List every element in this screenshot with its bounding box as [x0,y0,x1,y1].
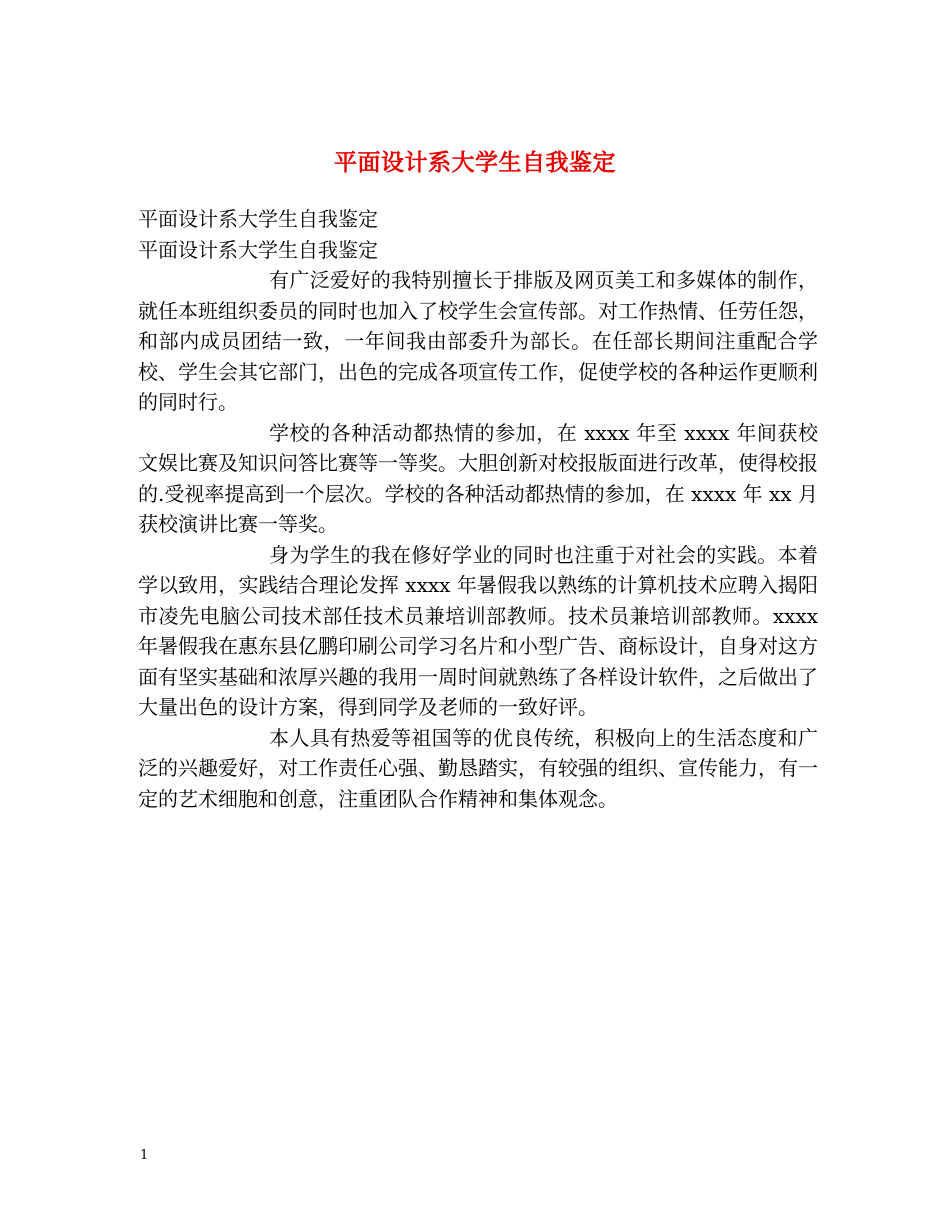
document-body [138,204,818,814]
paragraph-1: 有广泛爱好的我特别擅长于排版及网页美工和多媒体的制作，就任本班组织委员的同时也加入了校学生会宣传部。对工作热情、任劳任怨，和部内成员团结一致，一年间我由部委升为部长。在任部长期间注重配合学校、学生会其它部门，出色的完成各项宣传工作，促使学校的各种运作更顺利的同时行。 [138,268,818,414]
subheading-line: 平面设计系大学生自我鉴定 [138,237,378,262]
page-number: 1 [140,1148,149,1163]
paragraph-2: 学校的各种活动都热情的参加，在 xxxx 年至 xxxx 年间获校文娱比赛及知识问答比赛等一等奖。大胆创新对校报版面进行改革，使得校报的.受视率提高到一个层次。学校的各种活动都热情的参加，在 xxxx 年 xx 月获校演讲比赛一等奖。 [138,420,818,536]
document-title: 平面设计系大学生自我鉴定 [334,149,616,177]
heading-line: 平面设计系大学生自我鉴定 [138,207,378,231]
paragraph-4: 本人具有热爱等祖国等的优良传统，积极向上的生活态度和广泛的兴趣爱好，对工作责任心强、勤恳踏实，有较强的组织、宣传能力，有一定的艺术细胞和创意，注重团队合作精神和集体观念。 [138,725,818,811]
paragraph-3: 身为学生的我在修好学业的同时也注重于对社会的实践。本着学以致用，实践结合理论发挥 xxxx 年暑假我以熟练的计算机技术应聘入揭阳市凌先电脑公司技术部任技术员兼培训部教师。技术员兼培训部教师。xxxx 年暑假我在惠东县亿鹏印刷公司学习名片和小型广告、商标设计，自身对这方面有坚实基础和浓厚兴趣的我用一周时间就熟练了各样设计软件，之后做出了大量出色的设计方案，得到同学及老师的一致好评。 [138,542,818,719]
